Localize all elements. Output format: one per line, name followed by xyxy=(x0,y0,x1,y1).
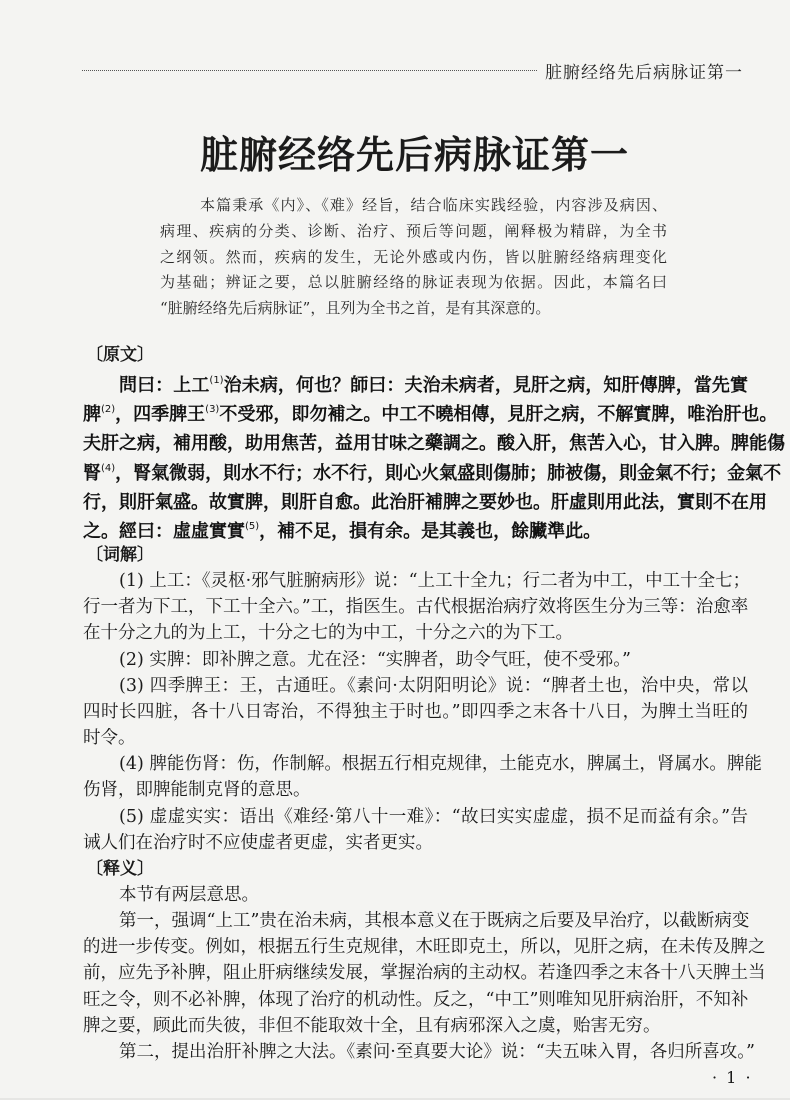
text-segment: 之。經曰：虛虛實實 xyxy=(83,521,245,543)
intro-line: 之纲领。然而，疾病的发生，无论外感或内伤，皆以脏腑经络病理变化 xyxy=(160,247,667,266)
glossary-line: 诫人们在治疗时不应使虚者更虚，实者更实。 xyxy=(83,832,433,853)
glossary-line: (5) 虚虚实实：语出《难经·第八十一难》：“故曰实实虚虚，损不足而益有余。”告 xyxy=(119,806,748,827)
footnote-marker[interactable]: (1) xyxy=(209,374,224,386)
glossary-line: (4) 脾能伤肾：伤，作制解。根据五行相克规律，土能克水，脾属土，肾属水。脾能 xyxy=(119,754,762,775)
text-segment: 問曰：上工 xyxy=(119,374,210,396)
footnote-marker[interactable]: (3) xyxy=(205,404,220,416)
text-segment: 夫肝之病，補用酸，助用焦苦，益用甘味之藥調之。酸入肝，焦苦入心，甘入脾。脾能傷 xyxy=(83,433,785,455)
footnote-marker[interactable]: (2) xyxy=(101,404,116,416)
original-text-line xyxy=(83,517,748,546)
glossary-line: 在十分之九的为上工，十分之七的为中工，十分之六的为下工。 xyxy=(83,623,573,644)
footnote-marker[interactable]: (4) xyxy=(101,462,116,474)
original-text-line xyxy=(83,459,782,488)
text-segment: ，腎氣微弱，則水不行；水不行，則心火氣盛則傷肺；肺被傷，則金氣不行；金氣不 xyxy=(115,462,782,484)
glossary-line: (2) 实脾：即补脾之意。尤在泾：“实脾者，助令气旺，使不受邪。” xyxy=(119,649,631,670)
section-heading-original: 〔原文〕 xyxy=(86,345,154,366)
explanation-line: 第二，提出治肝补脾之大法。《素问·至真要大论》说：“夫五味入胃，各归所喜攻。” xyxy=(119,1041,755,1062)
text-segment: 不受邪，即勿補之。中工不曉相傳，見肝之病，不解實脾，唯治肝也。 xyxy=(219,404,778,426)
text-segment: ，補不足，損有余。是其義也，餘臟準此。 xyxy=(259,521,602,543)
intro-line: 病理、疾病的分类、诊断、治疗、预后等问题，阐释极为精辟，为全书 xyxy=(160,221,667,240)
original-text-line xyxy=(83,371,748,400)
explanation-line: 的进一步传变。例如，根据五行生克规律，木旺即克土，所以，见肝之病，在未传及脾之 xyxy=(83,937,766,958)
explanation-line: 本节有两层意思。 xyxy=(119,885,259,905)
original-text-line xyxy=(83,429,785,458)
explanation-line: 脾之要，顾此而失彼，非但不能取效十全，且有病邪深入之虞，贻害无穷。 xyxy=(83,1015,661,1036)
text-segment: 脾 xyxy=(83,404,101,426)
explanation-line: 第一，强调“上工”贵在治未病，其根本意义在于既病之后要及早治疗，以截断病变 xyxy=(119,911,750,932)
section-heading-explanation: 〔释义〕 xyxy=(86,858,154,879)
intro-line: 本篇秉承《内》、《难》经旨，结合临床实践经验，内容涉及病因、 xyxy=(200,196,667,215)
glossary-line: (1) 上工：《灵枢·邪气脏腑病形》说：“上工十全九；行二者为中工，中工十全七； xyxy=(119,571,751,592)
intro-line: 为基础；辨证之要，总以脏腑经络的脉证表现为依据。因此，本篇名曰 xyxy=(160,273,667,292)
running-header-title: 脏腑经络先后病脉证第一 xyxy=(545,63,743,83)
glossary-line: 行一者为下工，下工十全六。”工，指医生。古代根据治病疗效将医生分为三等：治愈率 xyxy=(83,597,749,618)
glossary-line: 时令。 xyxy=(83,728,136,749)
text-segment: ，四季脾王 xyxy=(115,404,206,426)
original-text-line xyxy=(83,488,767,517)
text-segment: 行，則肝氣盛。故實脾，則肝自愈。此治肝補脾之要妙也。肝虛則用此法，實則不在用 xyxy=(83,492,767,514)
text-segment: 治未病，何也？師曰：夫治未病者，見肝之病，知肝傳脾，當先實 xyxy=(223,374,749,396)
explanation-line: 旺之令，则不必补脾，体现了治疗的机动性。反之，“中工”则唯知见肝病治肝，不知补 xyxy=(83,989,749,1010)
header-dotted-rule xyxy=(82,70,537,71)
intro-line: “脏腑经络先后病脉证”，且列为全书之首，是有其深意的。 xyxy=(160,299,551,318)
original-text-line xyxy=(83,400,778,429)
glossary-line: 四时长四脏，各十八日寄治，不得独主于时也。”即四季之末各十八日，为脾土当旺的 xyxy=(83,701,748,722)
text-segment: 腎 xyxy=(83,462,101,484)
glossary-line: (3) 四季脾王：王，古通旺。《素问·太阴阳明论》说：“脾者土也，治中央，常以 xyxy=(119,675,748,696)
glossary-line: 伤肾，即脾能制克肾的意思。 xyxy=(83,780,311,801)
section-heading-glossary: 〔词解〕 xyxy=(86,544,154,565)
explanation-line: 前，应先予补脾，阻止肝病继续发展，掌握治病的主动权。若逢四季之末各十八天脾土当 xyxy=(83,963,766,984)
footnote-marker[interactable]: (5) xyxy=(245,521,260,533)
chapter-title: 脏腑经络先后病脉证第一 xyxy=(200,133,630,177)
page-number: · 1 · xyxy=(712,1068,753,1087)
